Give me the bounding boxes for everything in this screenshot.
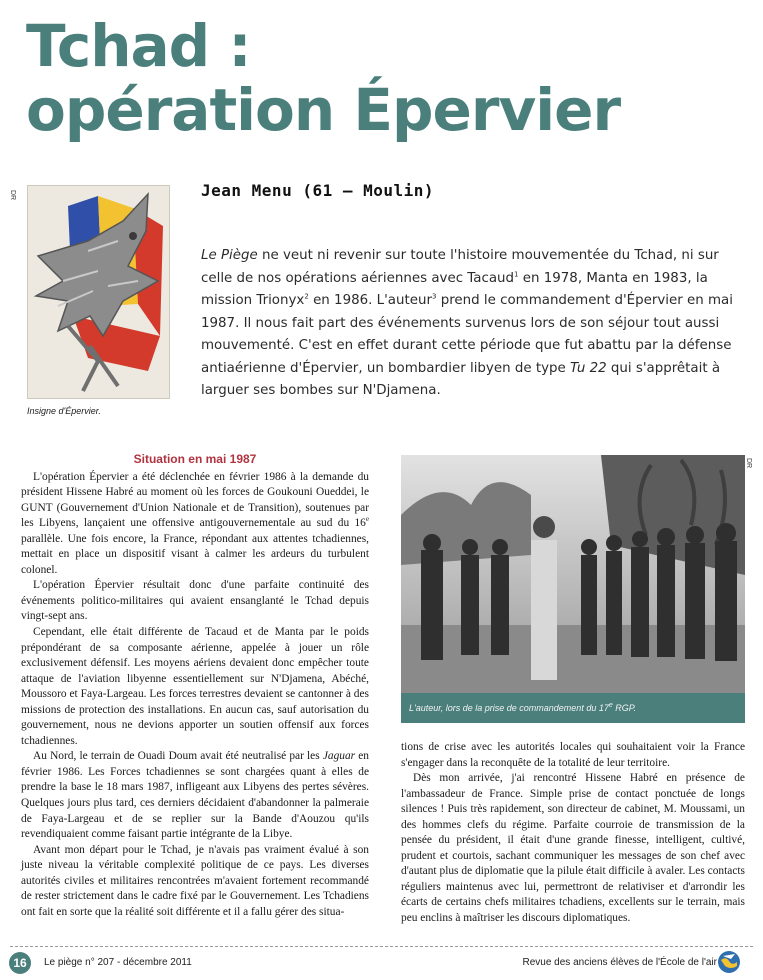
right-column	[401, 740, 745, 927]
aircraft-type: Tu 22	[570, 360, 607, 376]
badge-image	[27, 185, 170, 399]
article-title	[26, 14, 620, 142]
photo-credit-badge: DR	[9, 190, 16, 201]
left-column	[21, 452, 369, 920]
intro-paragraph: Le Piège ne veut ni revenir sur toute l'histoire mouvementée du Tchad, ni sur celle de nos opérations aériennes avec Tacaud$^1$ en 1978, Manta en 1983, la mission Trionyx$^2$ en 1986. L'auteur$^3$ prend le commandement d'Épervier en mai 1987. Il nous fait part des événements survenus lors de son séjour tout aussi mouvementé. C'est en effet durant cette période que fut abattu par la défense antiaérienne d'Épervier, un bombardier libyen de type Tu 22 qui s'apprêtait à larguer ses bombes sur N'Djamena.	[201, 248, 733, 398]
body-paragraph: Au Nord, le terrain de Ouadi Doum avait été neutralisé par les Jaguar en février 1986. Les Forces tchadiennes se sont chargées quant à elles de prendre la base le 18 mars 1987, infligeant aux Libyens des pertes sévères. Quelques jours plus tard, ces derniers décidaient d'abandonner la palmeraie de Faya-Largeau et de se replier sur la Bande d'Aouzou qu'ils revendiquaient comme faisant partie intégrante de la Libye.	[21, 750, 369, 841]
eagle-insignia-icon	[28, 186, 169, 398]
ceremony-photo-icon	[401, 455, 745, 693]
author-byline: Jean Menu (61 – Moulin)	[201, 181, 435, 200]
badge-caption: Insigne d'Épervier.	[27, 406, 101, 416]
photo-caption: L'auteur, lors de la prise de commandement du 17e RGP.	[401, 693, 745, 723]
body-paragraph: Dès mon arrivée, j'ai rencontré Hissene Habré en présence de l'ambassadeur de France. Simple prise de contact ponctuée de longs silences ! Puis très rapidement, son directeur de cabinet, M. Moussami, un des hommes clefs du régime. Parfaite courroie de transmission de la pensée du président, il était d'une grande finesse, intelligent, cultivé, prudent et courtois, sachant communiquer les messages de son chef avec d'autant plus de diplomatie que la pilule était difficile à avaler. Les contacts réguliers maintenus avec lui, permettront de relativiser et d'arrondir les écarts de certains chefs militaires tchadiens, excellents sur le terrain, mais peu enclins à maîtriser les discours diplomatiques.	[401, 772, 745, 925]
photo-credit-image: DR	[745, 458, 752, 469]
body-paragraph: Avant mon départ pour le Tchad, je n'avais pas vraiment évalué à son juste niveau la véritable complexité politique de ce pays. Les diverses autorités civiles et militaires rencontrées m'avaient fortement recommandé de rester strictement dans le cadre fixé par le Gouvernement. Les Tchadiens ont fait en sorte que la réalité soit différente et il a fallu gérer des situa-	[21, 843, 369, 918]
section-heading: Situation en mai 1987	[133, 452, 257, 466]
body-paragraph: L'opération Épervier résultait donc d'une parfaite continuité des événements politico-militaires qui avaient ensanglanté le Tchad depuis vingt-sept ans.	[21, 579, 369, 623]
body-paragraph: L'opération Épervier a été déclenchée en février 1986 à la demande du président Hissene Habré au moment où les forces de Goukouni Oueddei, le GUNT (Gouvernement d'Union Nationale et de Transition), soutenues par les Libyens, lançaient une offensive antigouvernementale au sud du 16e parallèle. Une fois encore, la France, répondant aux attentes tchadiennes, mettait en place un dispositif visant à calmer les ardeurs du turbulent colonel.	[21, 470, 369, 576]
footer-issue: Le piège n° 207 - décembre 2011	[44, 957, 192, 968]
magazine-name: Le Piège	[201, 248, 258, 263]
body-paragraph: tions de crise avec les autorités locales qui souhaitaient voir la France s'engager dans la reconquête de la totalité de leur territoire.	[401, 741, 745, 769]
title-line-1: Tchad :	[26, 12, 251, 80]
body-paragraph: Cependant, elle était différente de Tacaud et de Manta par le poids prépondérant de sa composante aérienne, appelée à jouer un rôle exclusivement défensif. Les moyens aériens devaient donc empêcher toute attaque de l'aviation libyenne essentiellement sur N'Djamena, Abéché, Moussoro et Faya-Largeau. Les forces terrestres devaient se cantonner à des missions de protection des installations. En aucun cas, sauf autorisation du gouvernement, nous ne devions apporter un soutien offensif aux forces tchadiennes.	[21, 626, 369, 747]
footer-publication: Revue des anciens élèves de l'École de l'air	[522, 957, 717, 968]
footer-divider	[10, 946, 753, 947]
page-number: 16	[9, 952, 31, 974]
globe-logo-icon	[717, 950, 741, 974]
author-photo	[401, 455, 745, 693]
title-line-2: opération Épervier	[26, 76, 621, 144]
